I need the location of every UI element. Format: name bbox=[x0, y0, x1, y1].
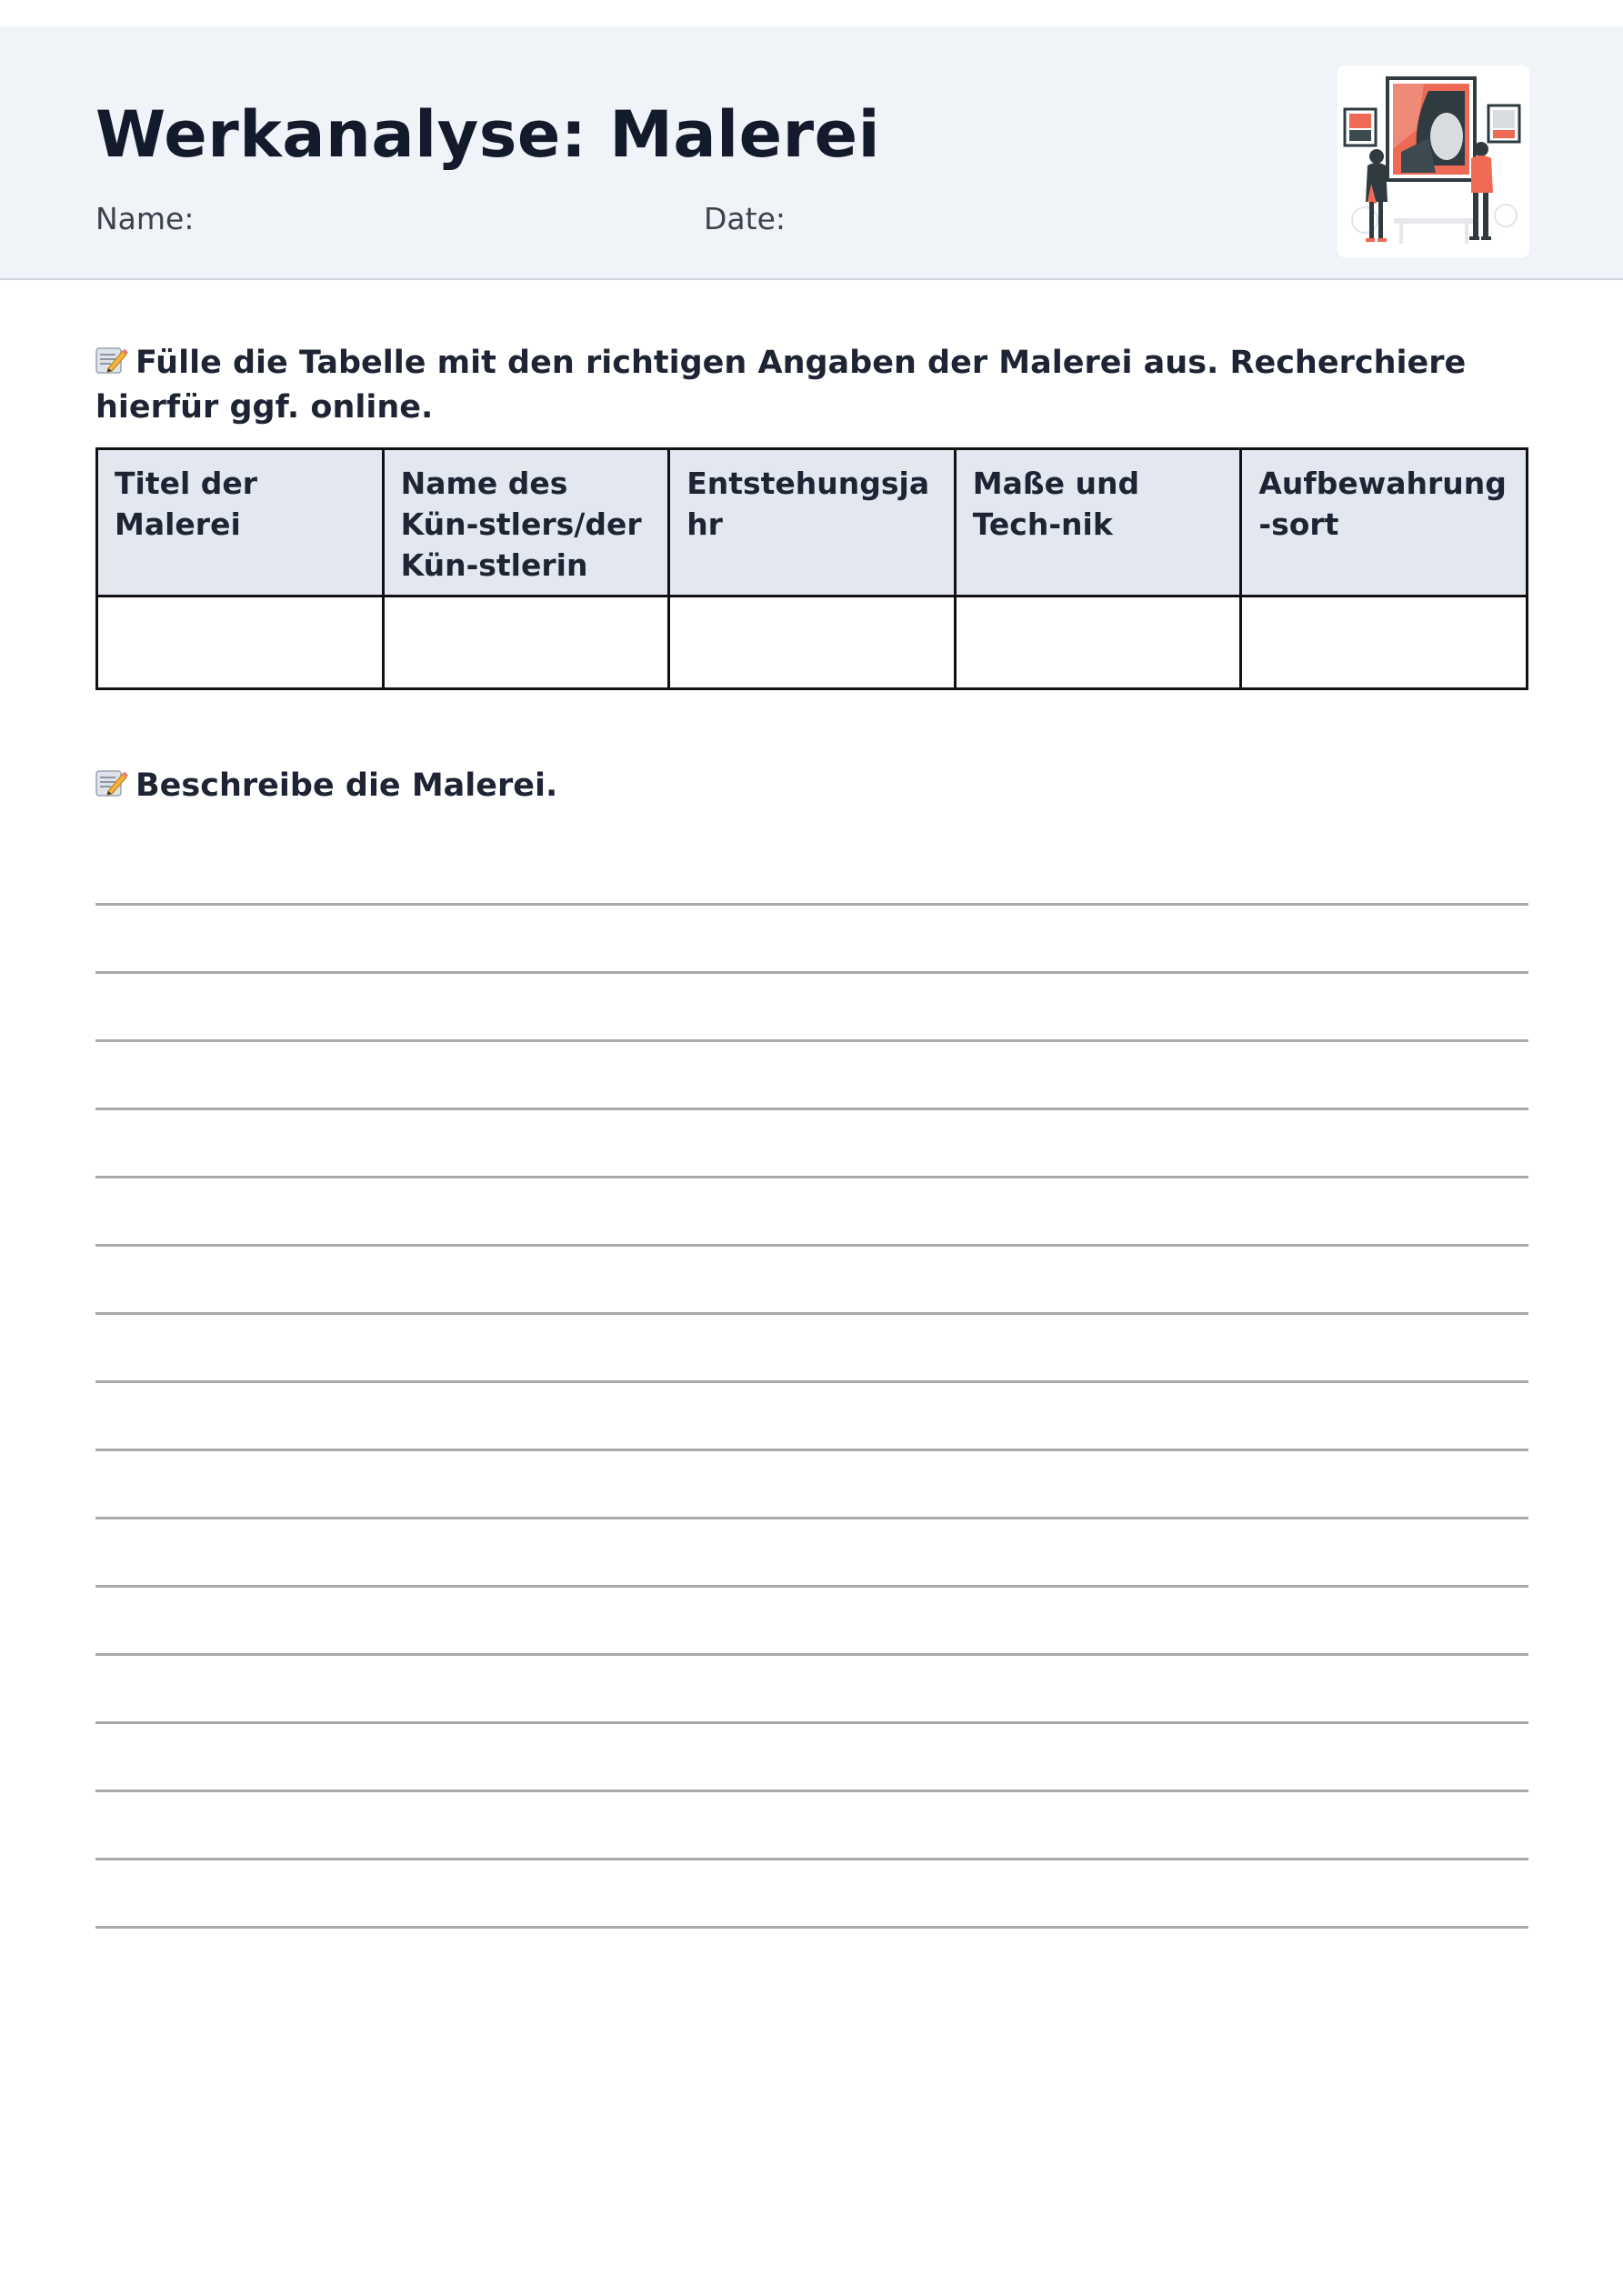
table-answer-cell[interactable] bbox=[383, 597, 669, 689]
table-header-row bbox=[97, 449, 1528, 597]
writing-line[interactable] bbox=[95, 1449, 1528, 1451]
task-1-text: Fülle die Tabelle mit den richtigen Angaben der Malerei aus. Recherchiere hierfür ggf. online. bbox=[95, 345, 1467, 426]
writing-line[interactable] bbox=[95, 1108, 1528, 1110]
page-title: Werkanalyse: Malerei bbox=[95, 97, 881, 172]
writing-line[interactable] bbox=[95, 1790, 1528, 1792]
table-row bbox=[97, 597, 1528, 689]
task-2-text: Beschreibe die Malerei. bbox=[135, 767, 558, 804]
painting-info-table bbox=[95, 447, 1528, 690]
writing-line[interactable] bbox=[95, 903, 1528, 906]
memo-icon bbox=[95, 346, 128, 375]
writing-line[interactable] bbox=[95, 1176, 1528, 1178]
table-header-cell: Entstehungsjahr bbox=[669, 449, 956, 597]
header-band bbox=[0, 26, 1623, 280]
writing-line[interactable] bbox=[95, 1039, 1528, 1042]
table-answer-cell[interactable] bbox=[1241, 597, 1528, 689]
writing-line[interactable] bbox=[95, 1858, 1528, 1860]
date-label: Date: bbox=[704, 201, 786, 236]
writing-line[interactable] bbox=[95, 971, 1528, 974]
writing-line[interactable] bbox=[95, 1380, 1528, 1383]
task-1-instruction bbox=[95, 341, 1532, 430]
memo-icon bbox=[95, 768, 128, 797]
table-header-cell: Maße und Tech-nik bbox=[955, 449, 1241, 597]
writing-line[interactable] bbox=[95, 1244, 1528, 1247]
task-2-instruction bbox=[95, 764, 1532, 808]
writing-line[interactable] bbox=[95, 1585, 1528, 1588]
writing-line[interactable] bbox=[95, 1653, 1528, 1656]
name-label: Name: bbox=[95, 201, 195, 236]
writing-line[interactable] bbox=[95, 1517, 1528, 1519]
table-header-cell: Name des Kün-stlers/der Kün-stlerin bbox=[383, 449, 669, 597]
table-header-cell: Aufbewahrung-sort bbox=[1241, 449, 1528, 597]
writing-line[interactable] bbox=[95, 1721, 1528, 1724]
writing-line[interactable] bbox=[95, 1926, 1528, 1929]
gallery-visitors-illustration bbox=[1337, 65, 1529, 257]
writing-line[interactable] bbox=[95, 1312, 1528, 1315]
table-header-cell: Titel der Malerei bbox=[97, 449, 384, 597]
table-answer-cell[interactable] bbox=[955, 597, 1241, 689]
table-answer-cell[interactable] bbox=[669, 597, 956, 689]
table-answer-cell[interactable] bbox=[97, 597, 384, 689]
